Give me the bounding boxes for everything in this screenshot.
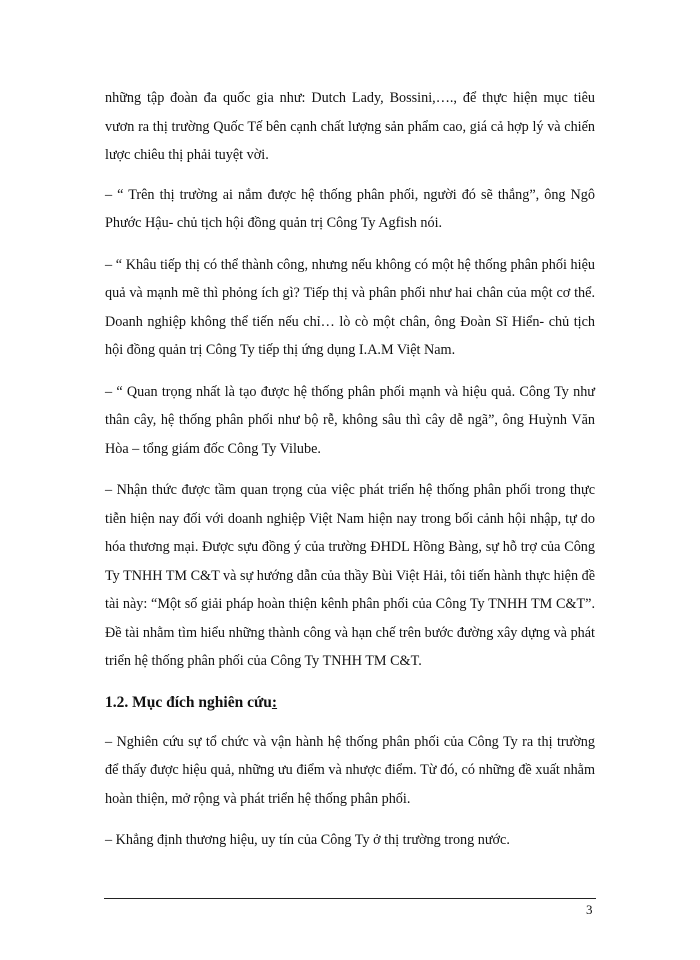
paragraph-intro: những tập đoàn đa quốc gia như: Dutch Lady, Bossini,…., để thực hiện mục tiêu vươn ra thị trường Quốc Tế bên cạnh chất lượng sản phẩm cao, giá cả hợp lý và chiến lược chiêu thị phải tuyệt vời. <box>105 90 595 163</box>
paragraph-objective-1: – Nghiên cứu sự tổ chức và vận hành hệ thống phân phối của Công Ty ra thị trường để thấy được hiệu quả, những ưu điểm và nhược điểm. Từ đó, có những đề xuất nhằm hoàn thiện, mở rộng và phát triển hệ thống phân phối. <box>105 733 595 807</box>
body-text <box>105 84 595 868</box>
section-heading <box>105 689 595 717</box>
footer-divider <box>104 898 596 899</box>
paragraph-objective-2: – Khẳng định thương hiệu, uy tín của Công Ty ở thị trường trong nước. <box>105 832 510 848</box>
paragraph-awareness: – Nhận thức được tầm quan trọng của việc phát triển hệ thống phân phối trong thực tiễn hiện nay đối với doanh nghiệp Việt Nam hiện nay trong bối cảnh hội nhập, tự do hóa thương mại. Được sựu đồng ý của trường ĐHDL Hồng Bàng, sự hỗ trợ của Công Ty TNHH TM C&T và sự hướng dẫn của thầy Bùi Việt Hải, tôi tiến hành thực hiện đề tài này: “Một số giải pháp hoàn thiện kênh phân phối của Công Ty TNHH TM C&T”. Đề tài nhằm tìm hiểu những thành công và hạn chế trên bước đường xây dựng và phát triển hệ thống phân phối của Công Ty TNHH TM C&T. <box>105 482 595 669</box>
section-title: Mục đích nghiên cứu <box>132 693 272 711</box>
section-number: 1.2. <box>105 693 129 711</box>
page-number: 3 <box>586 902 593 917</box>
paragraph-quote-agfish: – “ Trên thị trường ai nắm được hệ thống phân phối, người đó sẽ thắng”, ông Ngô Phước Hậu- chủ tịch hội đồng quản trị Công Ty Agfish nói. <box>105 186 595 231</box>
paragraph-quote-vilube: – “ Quan trọng nhất là tạo được hệ thống phân phối mạnh và hiệu quả. Công Ty như thân cây, hệ thống phân phối như bộ rễ, không sâu thì cây dễ ngã”, ông Huỳnh Văn Hòa – tổng giám đốc Công Ty Vilube. <box>105 383 595 457</box>
section-title-colon: : <box>271 693 278 711</box>
paragraph-quote-iam: – “ Khâu tiếp thị có thể thành công, nhưng nếu không có một hệ thống phân phối hiệu quả và mạnh mẽ thì phỏng ích gì? Tiếp thị và phân phối như hai chân của một cơ thể. Doanh nghiệp không thể tiến nếu chỉ… lò cò một chân, ông Đoàn Sĩ Hiển- chủ tịch hội đồng quản trị Công Ty tiếp thị ứng dụng I.A.M Việt Nam. <box>105 256 595 358</box>
